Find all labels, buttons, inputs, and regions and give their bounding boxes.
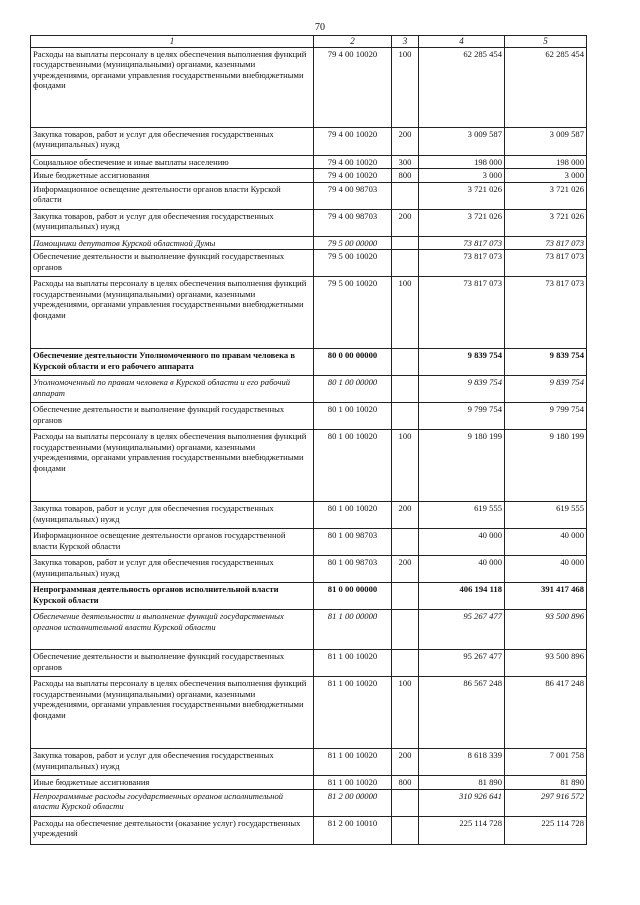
expense-name-cell: Уполномоченный по правам человека в Курской области и его рабочий аппарат: [31, 376, 314, 403]
table-row: [31, 182, 587, 209]
amount-col4-cell: 9 799 754: [419, 403, 505, 430]
header-cell-2: 2: [314, 36, 392, 48]
expense-type-cell: 200: [392, 209, 419, 236]
expense-type-cell: 100: [392, 430, 419, 502]
amount-col5-cell: 3 721 026: [505, 209, 587, 236]
table-row: [31, 155, 587, 168]
expense-type-cell: [392, 529, 419, 556]
table-row: [31, 610, 587, 650]
header-cell-1: 1: [31, 36, 314, 48]
amount-col4-cell: 310 926 641: [419, 789, 505, 816]
expense-type-cell: 200: [392, 749, 419, 776]
expense-name-cell: Социальное обеспечение и иные выплаты населению: [31, 155, 314, 168]
expense-type-cell: [392, 583, 419, 610]
target-code-cell: 79 4 00 10020: [314, 47, 392, 127]
table-row: [31, 816, 587, 844]
amount-col5-cell: 619 555: [505, 502, 587, 529]
expense-name-cell: Расходы на выплаты персоналу в целях обеспечения выполнения функций государственными (муниципальными) органами, казенными учреждениями, органами управления государственными внебюджетными фондами: [31, 430, 314, 502]
target-code-cell: 79 4 00 10020: [314, 127, 392, 155]
expense-type-cell: [392, 403, 419, 430]
target-code-cell: 81 0 00 00000: [314, 583, 392, 610]
header-cell-4: 4: [419, 36, 505, 48]
budget-table: [30, 35, 587, 845]
expense-name-cell: Расходы на выплаты персоналу в целях обеспечения выполнения функций государственными (муниципальными) органами, казенными учреждениями, органами управления государственными внебюджетными фондами: [31, 277, 314, 349]
amount-col4-cell: 40 000: [419, 529, 505, 556]
expense-type-cell: [392, 236, 419, 249]
table-row: [31, 236, 587, 249]
header-cell-3: 3: [392, 36, 419, 48]
table-row: [31, 376, 587, 403]
header-row: [31, 36, 587, 48]
target-code-cell: 80 1 00 10020: [314, 430, 392, 502]
expense-name-cell: Обеспечение деятельности Уполномоченного по правам человека в Курской области и его рабочего аппарата: [31, 349, 314, 376]
table-row: [31, 776, 587, 789]
page-number: 70: [315, 22, 325, 33]
amount-col4-cell: 73 817 073: [419, 250, 505, 277]
amount-col5-cell: 9 839 754: [505, 349, 587, 376]
expense-name-cell: Обеспечение деятельности и выполнение функций государственных органов: [31, 250, 314, 277]
table-row: [31, 47, 587, 127]
amount-col4-cell: 95 267 477: [419, 610, 505, 650]
amount-col5-cell: 40 000: [505, 556, 587, 583]
expense-name-cell: Непрограммная деятельность органов исполнительной власти Курской области: [31, 583, 314, 610]
amount-col4-cell: 73 817 073: [419, 236, 505, 249]
target-code-cell: 80 1 00 98703: [314, 556, 392, 583]
table-row: [31, 749, 587, 776]
table-row: [31, 583, 587, 610]
expense-type-cell: [392, 789, 419, 816]
expense-type-cell: 200: [392, 556, 419, 583]
amount-col4-cell: 3 721 026: [419, 209, 505, 236]
amount-col4-cell: 9 180 199: [419, 430, 505, 502]
table-row: [31, 250, 587, 277]
amount-col4-cell: 3 000: [419, 169, 505, 182]
amount-col5-cell: 297 916 572: [505, 789, 587, 816]
expense-type-cell: 800: [392, 169, 419, 182]
amount-col4-cell: 95 267 477: [419, 650, 505, 677]
expense-type-cell: 200: [392, 502, 419, 529]
amount-col5-cell: 391 417 468: [505, 583, 587, 610]
expense-name-cell: Расходы на выплаты персоналу в целях обеспечения выполнения функций государственными (муниципальными) органами, казенными учреждениями, органами управления государственными внебюджетными фондами: [31, 47, 314, 127]
target-code-cell: 81 2 00 10010: [314, 816, 392, 844]
amount-col4-cell: 86 567 248: [419, 677, 505, 749]
table-row: [31, 556, 587, 583]
amount-col4-cell: 3 721 026: [419, 182, 505, 209]
target-code-cell: 80 1 00 10020: [314, 403, 392, 430]
expense-type-cell: [392, 816, 419, 844]
amount-col5-cell: 9 839 754: [505, 376, 587, 403]
amount-col4-cell: 406 194 118: [419, 583, 505, 610]
expense-type-cell: 100: [392, 277, 419, 349]
target-code-cell: 81 1 00 10020: [314, 776, 392, 789]
expense-name-cell: Закупка товаров, работ и услуг для обеспечения государственных (муниципальных) нужд: [31, 127, 314, 155]
expense-type-cell: [392, 182, 419, 209]
amount-col5-cell: 225 114 728: [505, 816, 587, 844]
target-code-cell: 79 4 00 10020: [314, 169, 392, 182]
target-code-cell: 81 1 00 10020: [314, 677, 392, 749]
target-code-cell: 80 1 00 98703: [314, 529, 392, 556]
expense-name-cell: Информационное освещение деятельности органов государственной власти Курской области: [31, 529, 314, 556]
table-row: [31, 403, 587, 430]
amount-col5-cell: 93 500 896: [505, 610, 587, 650]
amount-col4-cell: 73 817 073: [419, 277, 505, 349]
expense-type-cell: 100: [392, 677, 419, 749]
header-cell-5: 5: [505, 36, 587, 48]
target-code-cell: 80 1 00 00000: [314, 376, 392, 403]
amount-col5-cell: 9 799 754: [505, 403, 587, 430]
target-code-cell: 79 5 00 10020: [314, 250, 392, 277]
amount-col5-cell: 3 000: [505, 169, 587, 182]
target-code-cell: 81 1 00 10020: [314, 650, 392, 677]
target-code-cell: 81 2 00 00000: [314, 789, 392, 816]
expense-name-cell: Закупка товаров, работ и услуг для обеспечения государственных (муниципальных) нужд: [31, 556, 314, 583]
expense-type-cell: [392, 349, 419, 376]
target-code-cell: 79 5 00 10020: [314, 277, 392, 349]
expense-name-cell: Информационное освещение деятельности органов власти Курской области: [31, 182, 314, 209]
target-code-cell: 79 5 00 00000: [314, 236, 392, 249]
table-row: [31, 127, 587, 155]
amount-col4-cell: 62 285 454: [419, 47, 505, 127]
amount-col4-cell: 9 839 754: [419, 349, 505, 376]
target-code-cell: 80 1 00 10020: [314, 502, 392, 529]
expense-name-cell: Обеспечение деятельности и выполнение функций государственных органов: [31, 403, 314, 430]
table-row: [31, 650, 587, 677]
table-row: [31, 277, 587, 349]
expense-type-cell: [392, 250, 419, 277]
expense-name-cell: Непрограммные расходы государственных органов исполнительной власти Курской области: [31, 789, 314, 816]
amount-col5-cell: 62 285 454: [505, 47, 587, 127]
expense-type-cell: 800: [392, 776, 419, 789]
amount-col5-cell: 73 817 073: [505, 277, 587, 349]
amount-col4-cell: 40 000: [419, 556, 505, 583]
expense-name-cell: Иные бюджетные ассигнования: [31, 169, 314, 182]
target-code-cell: 79 4 00 98703: [314, 182, 392, 209]
expense-type-cell: 100: [392, 47, 419, 127]
amount-col4-cell: 225 114 728: [419, 816, 505, 844]
amount-col4-cell: 81 890: [419, 776, 505, 789]
table-row: [31, 430, 587, 502]
expense-type-cell: [392, 376, 419, 403]
amount-col5-cell: 3 721 026: [505, 182, 587, 209]
expense-name-cell: Иные бюджетные ассигнования: [31, 776, 314, 789]
expense-name-cell: Закупка товаров, работ и услуг для обеспечения государственных (муниципальных) нужд: [31, 502, 314, 529]
amount-col5-cell: 73 817 073: [505, 236, 587, 249]
amount-col5-cell: 7 001 758: [505, 749, 587, 776]
amount-col5-cell: 93 500 896: [505, 650, 587, 677]
target-code-cell: 79 4 00 98703: [314, 209, 392, 236]
table-row: [31, 502, 587, 529]
expense-name-cell: Расходы на выплаты персоналу в целях обеспечения выполнения функций государственными (муниципальными) органами, казенными учреждениями, органами управления государственными внебюджетными фондами: [31, 677, 314, 749]
expense-type-cell: 300: [392, 155, 419, 168]
amount-col4-cell: 3 009 587: [419, 127, 505, 155]
amount-col5-cell: 86 417 248: [505, 677, 587, 749]
expense-name-cell: Закупка товаров, работ и услуг для обеспечения государственных (муниципальных) нужд: [31, 209, 314, 236]
amount-col5-cell: 73 817 073: [505, 250, 587, 277]
amount-col5-cell: 198 000: [505, 155, 587, 168]
amount-col4-cell: 619 555: [419, 502, 505, 529]
target-code-cell: 81 1 00 10020: [314, 749, 392, 776]
expense-name-cell: Обеспечение деятельности и выполнение функций государственных органов: [31, 650, 314, 677]
target-code-cell: 81 1 00 00000: [314, 610, 392, 650]
table-row: [31, 209, 587, 236]
amount-col5-cell: 40 000: [505, 529, 587, 556]
table-row: [31, 677, 587, 749]
amount-col4-cell: 8 618 339: [419, 749, 505, 776]
expense-type-cell: [392, 610, 419, 650]
table-row: [31, 169, 587, 182]
target-code-cell: 79 4 00 10020: [314, 155, 392, 168]
table-row: [31, 789, 587, 816]
expense-name-cell: Обеспечение деятельности и выполнение функций государственных органов исполнительной власти Курской области: [31, 610, 314, 650]
expense-name-cell: Расходы на обеспечение деятельности (оказание услуг) государственных учреждений: [31, 816, 314, 844]
amount-col5-cell: 3 009 587: [505, 127, 587, 155]
expense-type-cell: [392, 650, 419, 677]
target-code-cell: 80 0 00 00000: [314, 349, 392, 376]
amount-col4-cell: 9 839 754: [419, 376, 505, 403]
table-row: [31, 349, 587, 376]
expense-type-cell: 200: [392, 127, 419, 155]
expense-name-cell: Помощники депутатов Курской областной Думы: [31, 236, 314, 249]
amount-col5-cell: 81 890: [505, 776, 587, 789]
table-row: [31, 529, 587, 556]
amount-col4-cell: 198 000: [419, 155, 505, 168]
expense-name-cell: Закупка товаров, работ и услуг для обеспечения государственных (муниципальных) нужд: [31, 749, 314, 776]
amount-col5-cell: 9 180 199: [505, 430, 587, 502]
